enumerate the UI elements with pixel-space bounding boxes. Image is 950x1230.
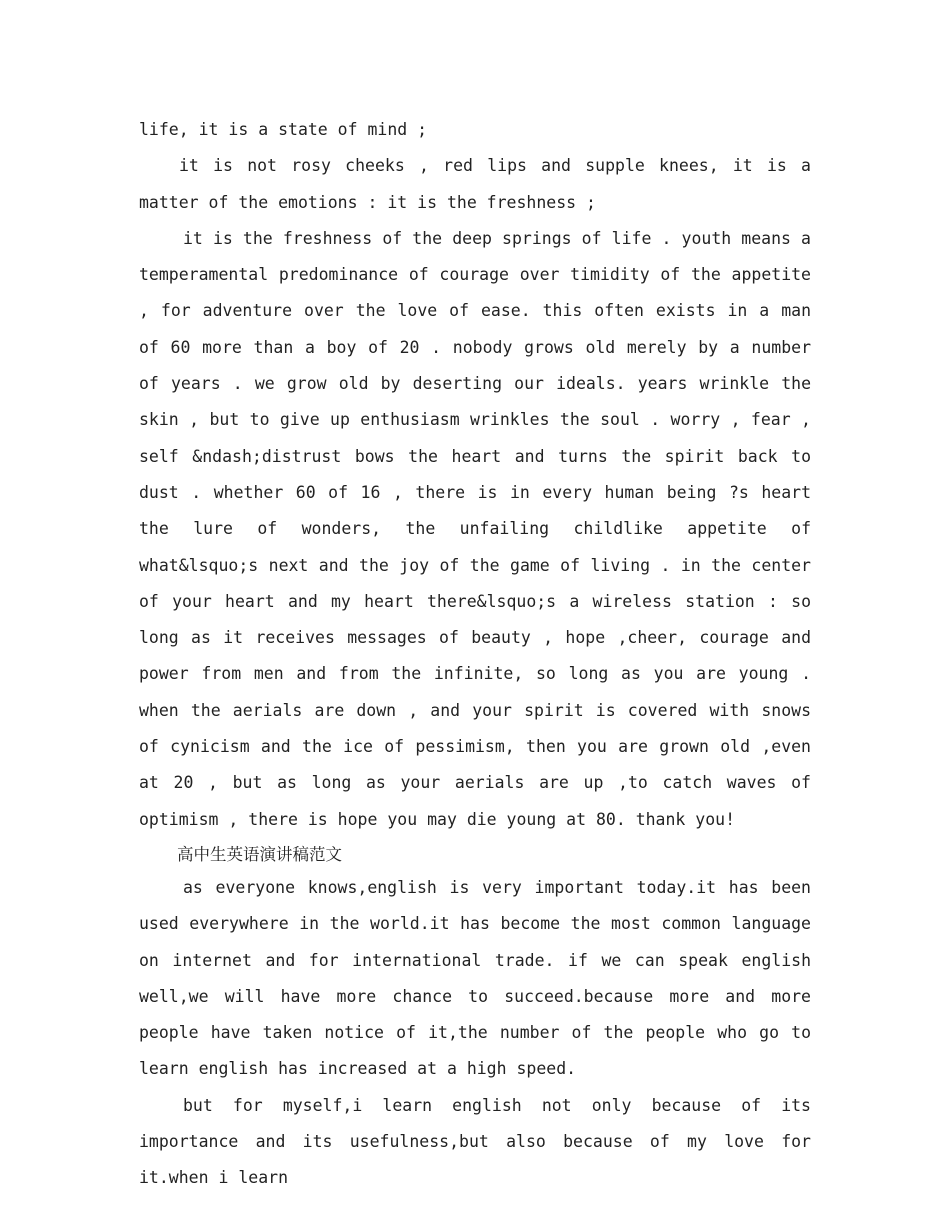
paragraph-2: it is not rosy cheeks , red lips and supple knees, it is a matter of the emotions : it is the freshness ; [139,156,811,212]
paragraph-1: life, it is a state of mind ; [139,120,428,139]
document-page [139,112,811,1197]
paragraph-5: but for myself,i learn english not only because of its importance and its usefulness,but also because of my love for it.when i learn [139,1095,811,1188]
paragraph-3: it is the freshness of the deep springs of life . youth means a temperamental predominance of courage over timidity of the appetite , for adventure over the love of ease. this often exists in a man of 60 more than a boy of 20 . nobody grows old merely by a number of years . we grow old by deserting our ideals. years wrinkle the skin , but to give up enthusiasm wrinkles the soul . worry , fear , self &ndash;distrust bows the heart and turns the spirit back to dust . whether 60 of 16 , there is in every human being ?s heart the lure of wonders, the unfailing childlike appetite of what&lsquo;s next and the joy of the game of living . in the center of your heart and my heart there&lsquo;s a wireless station : so long as it receives messages of beauty , hope ,cheer, courage and power from men and from the infinite, so long as you are young . when the aerials are down , and your spirit is covered with snows of cynicism and the ice of pessimism, then you are grown old ,even at 20 , but as long as your aerials are up ,to catch waves of optimism , there is hope you may die young at 80. thank you! [139,228,811,829]
section-heading: 高中生英语演讲稿范文 [177,844,342,864]
paragraph-4: as everyone knows,english is very important today.it has been used everywhere in the world.it has become the most common language on internet and for international trade. if we can speak english well,we will have more chance to succeed.because more and more people have taken notice of it,the number of the people who go to learn english has increased at a high speed. [139,877,811,1079]
